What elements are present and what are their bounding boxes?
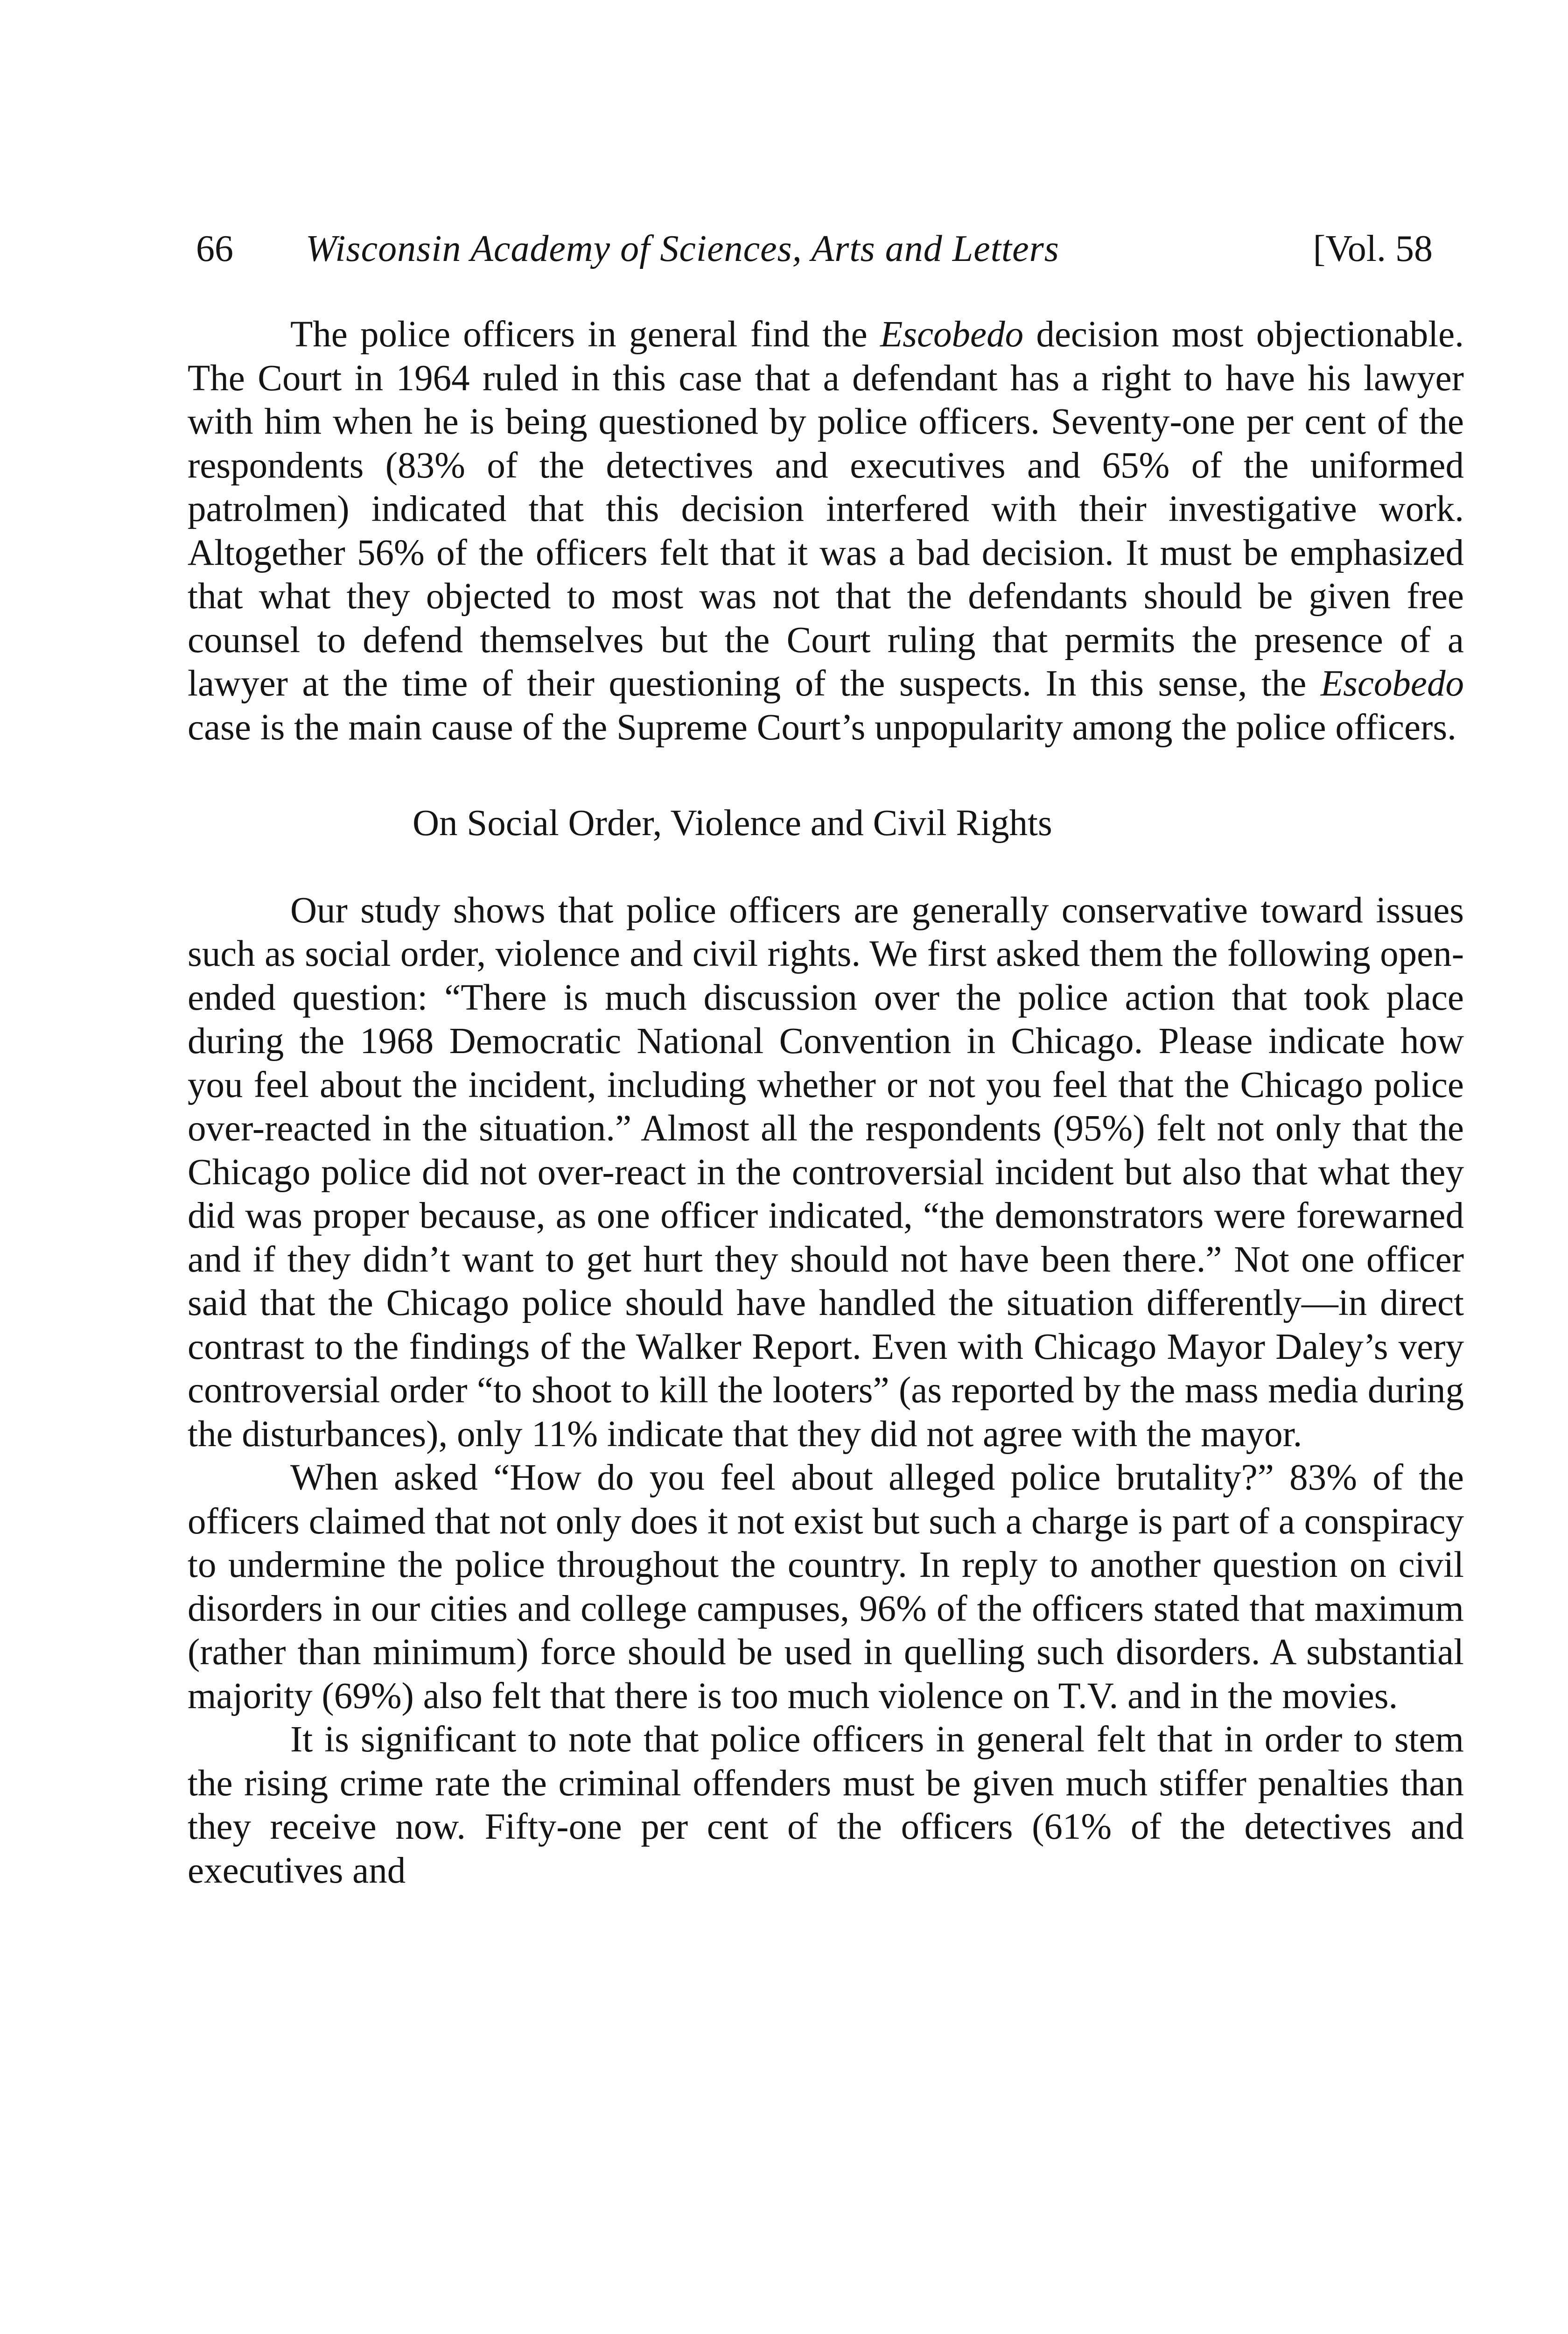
paragraph-convention: Our study shows that police officers are generally conservative toward issues such as social order, violence and civil rights. We first asked them the following open-ended question: “There is much discussion over the police action that took place during the 1968 Democratic National Convention in Chicago. Please indicate how you feel about the incident, including whether or not you feel that the Chicago police over-reacted in the situation.” Almost all the respondents (95%) felt not only that the Chicago police did not over-react in the controversial incident but also that what they did was proper because, as one officer indicated, “the demonstrators were forewarned and if they didn’t want to get hurt they should not have been there.” Not one officer said that the Chicago police should have handled the situation differently—in direct contrast to the findings of the Walker Report. Even with Chicago Mayor Daley’s very controversial order “to shoot to kill the looters” (as reported by the mass media during the disturbances), only 11% indicate that they did not agree with the mayor. — [188, 890, 1464, 1455]
paragraph-escobedo — [188, 313, 1464, 749]
page-number: 66 — [196, 228, 233, 269]
paragraph-text: The police officers in general find the — [290, 314, 880, 355]
case-name: Escobedo — [1320, 663, 1464, 704]
paragraph-text: decision most objectionable. The Court in 1964 ruled in this case that a defendant has a right to have his lawyer with him when he is being questioned by police officers. Seventy-one per cent of the respondents (83% of the detectives and executives and 65% of the uniformed patrolmen) indicated that this decision interfered with their investigative work. Altogether 56% of the officers felt that it was a bad decision. It must be emphasized that what they objected to most was not that the defendants should be given free counsel to defend themselves but the Court ruling that permits the presence of a lawyer at the time of their questioning of the suspects. In this sense, the — [188, 314, 1464, 704]
article-body — [188, 313, 1464, 1892]
running-head — [196, 223, 1447, 274]
volume-label: [Vol. 58 — [1313, 228, 1433, 269]
section-heading: On Social Order, Violence and Civil Rights — [413, 803, 1052, 844]
paragraph-text: case is the main cause of the Supreme Court’s unpopularity among the police officers. — [188, 707, 1456, 748]
paragraph-penalties: It is significant to note that police officers in general felt that in order to stem the rising crime rate the criminal offenders must be given much stiffer penalties than they receive now. Fifty-one per cent of the officers (61% of the detectives and executives and — [188, 1719, 1464, 1891]
journal-title: Wisconsin Academy of Sciences, Arts and Letters — [306, 228, 1059, 269]
paragraph-brutality: When asked “How do you feel about alleged police brutality?” 83% of the officers claimed that not only does it not exist but such a charge is part of a conspiracy to undermine the police throughout the country. In reply to another question on civil disorders in our cities and college campuses, 96% of the officers stated that maximum (rather than minimum) force should be used in quelling such disorders. A substantial majority (69%) also felt that there is too much violence on T.V. and in the movies. — [188, 1457, 1464, 1716]
case-name: Escobedo — [880, 314, 1024, 355]
